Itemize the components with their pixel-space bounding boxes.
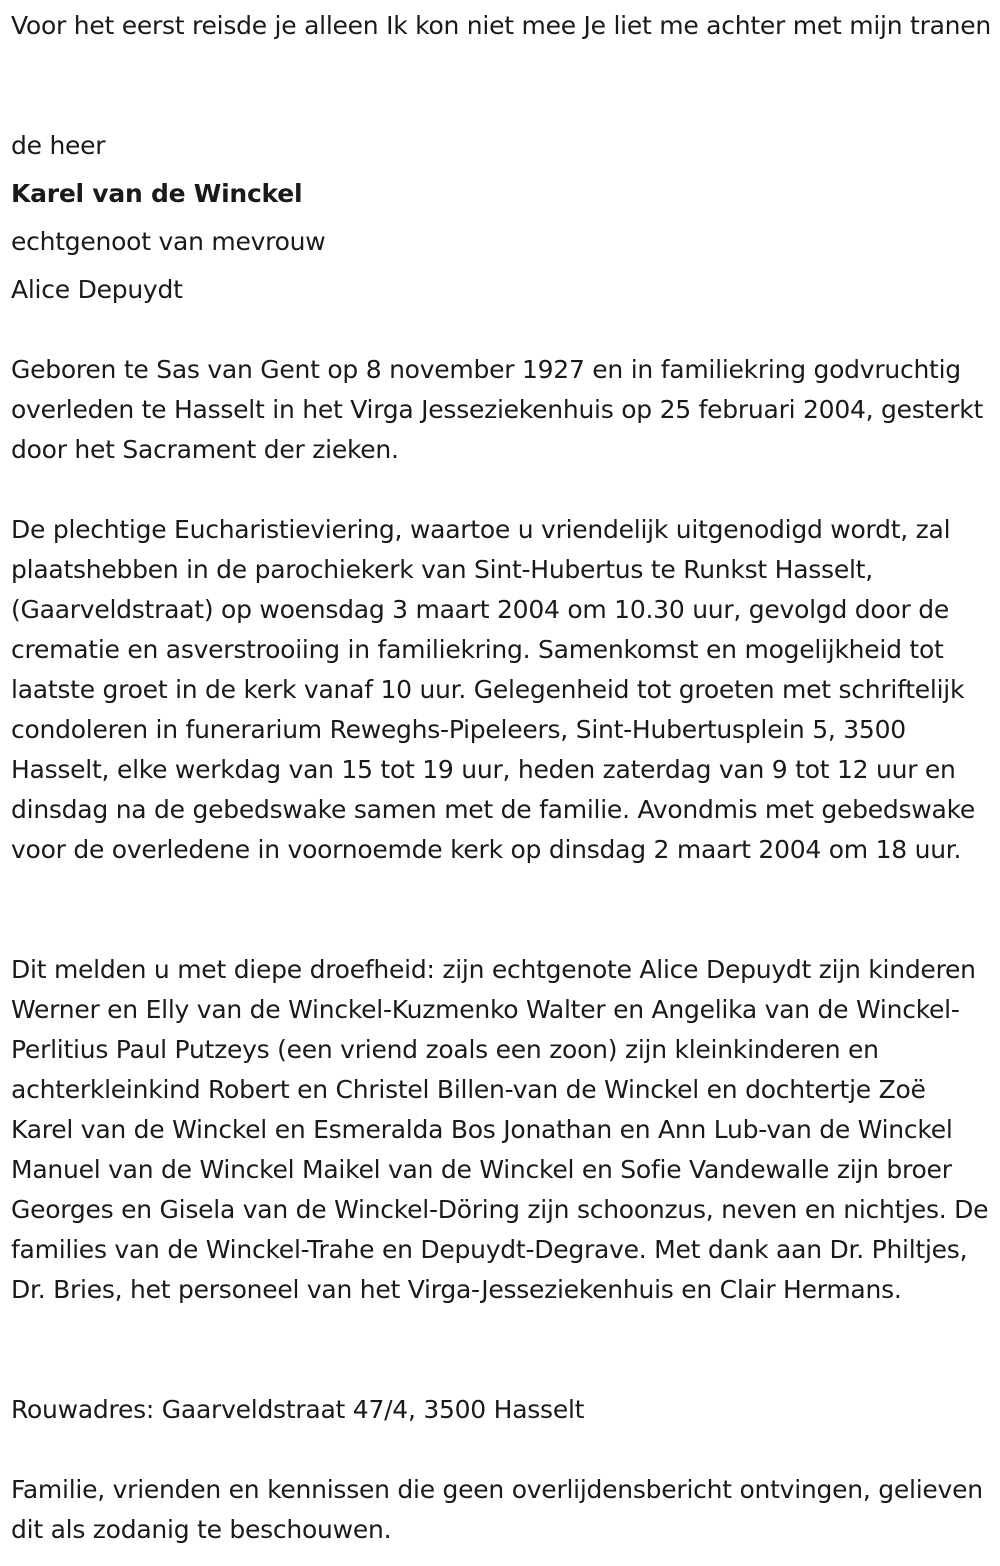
spouse-name: Alice Depuydt [11,275,183,304]
deceased-name: Karel van de Winckel [11,179,303,208]
honorific: de heer [11,131,106,160]
birth-death-paragraph: Geboren te Sas van Gent op 8 november 1927 en in familiekring godvruchtig overleden te Hasselt in het Virga Jesseziekenhuis op 25 februari 2004, gesterkt door het Sacrament der zieken. [11,355,984,464]
closing-paragraph: Familie, vrienden en kennissen die geen overlijdensbericht ontvingen, gelieven dit als zodanig te beschouwen. [11,1475,983,1544]
family-paragraph: Dit melden u met diepe droefheid: zijn echtgenote Alice Depuydt zijn kinderen Werner en Elly van de Winckel-Kuzmenko Walter en Angelika van de Winckel-Perlitius Paul Putzeys (een vriend zoals een zoon) zijn kleinkinderen en achterkleinkind Robert en Christel Billen-van de Winckel en dochtertje Zoë Karel van de Winckel en Esmeralda Bos Jonathan en Ann Lub-van de Winckel Manuel van de Winckel Maikel van de Winckel en Sofie Vandewalle zijn broer Georges en Gisela van de Winckel-Döring zijn schoonzus, neven en nichtjes. De families van de Winckel-Trahe en Depuydt-Degrave. Met dank aan Dr. Philtjes, Dr. Bries, het personeel van het Virga-Jesseziekenhuis en Clair Hermans. [11,955,989,1304]
funeral-address: Rouwadres: Gaarveldstraat 47/4, 3500 Hasselt [11,1395,585,1424]
poem-text: Voor het eerst reisde je alleen Ik kon niet mee Je liet me achter met mijn tranen [11,11,991,40]
ceremony-paragraph: De plechtige Eucharistieviering, waartoe u vriendelijk uitgenodigd wordt, zal plaatshebben in de parochiekerk van Sint-Hubertus te Runkst Hasselt, (Gaarveldstraat) op woensdag 3 maart 2004 om 10.30 uur, gevolgd door de crematie en asverstrooiing in familiekring. Samenkomst en mogelijkheid tot laatste groet in de kerk vanaf 10 uur. Gelegenheid tot groeten met schriftelijk condoleren in funerarium Reweghs-Pipeleers, Sint-Hubertusplein 5, 3500 Hasselt, elke werkdag van 15 tot 19 uur, heden zaterdag van 9 tot 12 uur en dinsdag na de gebedswake samen met de familie. Avondmis met gebedswake voor de overledene in voornoemde kerk op dinsdag 2 maart 2004 om 18 uur. [11,515,976,864]
spouse-label: echtgenoot van mevrouw [11,227,326,256]
